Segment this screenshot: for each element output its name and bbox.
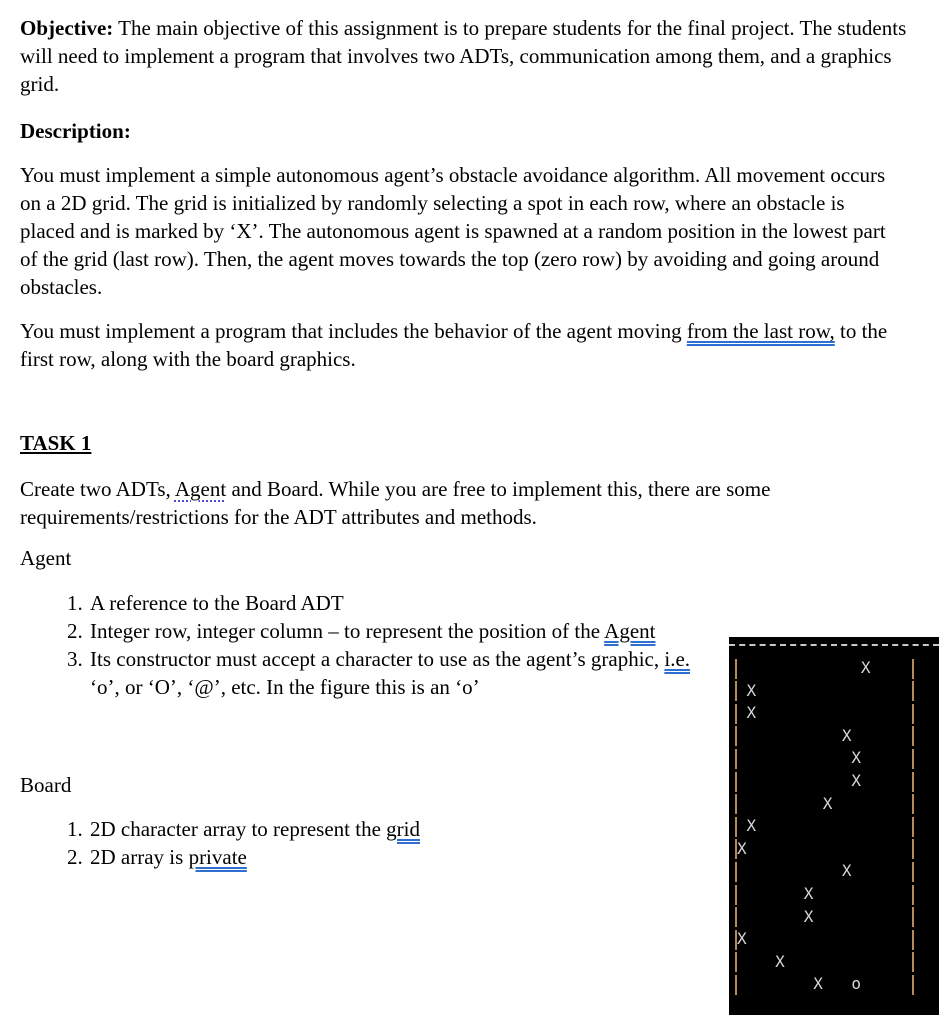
description-paragraph-1 — [20, 161, 900, 301]
grid-row-cells: X — [737, 680, 880, 700]
grid-row — [735, 725, 914, 747]
grid-right-border — [912, 907, 914, 927]
grid-row — [735, 883, 914, 905]
list-item — [88, 815, 620, 843]
grid-row-cells: X — [737, 951, 880, 971]
board-grid-figure — [729, 637, 939, 1015]
grid-row-cells: X — [737, 703, 880, 723]
grid-right-border — [912, 749, 914, 769]
grid-row-cells: X — [737, 884, 880, 903]
grid-row-cells: X — [737, 793, 880, 813]
description-title: Description: — [20, 119, 131, 143]
grid-row — [735, 928, 914, 950]
grid-right-border — [912, 885, 914, 905]
list-item-text: Integer row, integer column – to represent the position of the — [90, 619, 605, 643]
grid-right-border — [912, 862, 914, 882]
list-item — [88, 843, 620, 871]
task1-title: TASK 1 — [20, 431, 92, 455]
grammar-flag-agent[interactable]: Agent — [604, 619, 656, 643]
agent-heading — [20, 544, 71, 572]
list-item-text: 2D character array to represent the — [90, 817, 387, 841]
list-item-text: 2D array is — [90, 845, 189, 869]
grid-row — [735, 906, 914, 928]
grid-top-border — [729, 644, 939, 646]
grid-row — [735, 973, 914, 995]
spell-flag-agent[interactable]: Agent — [174, 477, 227, 501]
para2-text-b: to the first row, along with the board graphics. — [20, 319, 888, 371]
grid-right-border — [912, 794, 914, 814]
grid-row-cells: X — [737, 906, 880, 926]
grammar-flag-ie[interactable]: i.e. — [664, 647, 691, 671]
grid-row-cells: X — [737, 771, 880, 790]
grid-row — [735, 793, 914, 815]
task1-heading — [20, 429, 91, 457]
objective-label: Objective: — [20, 16, 114, 40]
intro-text-a: Create two ADTs, — [20, 477, 175, 501]
board-requirements-list — [20, 815, 620, 871]
grid-row-cells: X — [737, 816, 880, 836]
objective-paragraph — [20, 14, 920, 98]
list-item-text: A reference to the Board ADT — [90, 591, 344, 615]
objective-text: The main objective of this assignment is to prepare students for the final project. The students will need to implement a program that involves two ADTs, communication among them, and a graphics grid. — [20, 16, 907, 96]
grid-row-cells: X — [737, 725, 880, 745]
list-item-text: Its constructor must accept a character to use as the agent’s graphic, — [90, 647, 665, 671]
intro-text-b: and Board. While you are free to implement this, there are some requirements/restrictions for the ADT attributes and methods. — [20, 477, 771, 529]
para2-text-a: You must implement a program that includes the behavior of the agent moving — [20, 319, 687, 343]
grid-row-cells: X — [737, 748, 880, 768]
list-item — [88, 645, 720, 701]
board-heading — [20, 771, 71, 799]
grid-right-border — [912, 952, 914, 972]
grid-row — [735, 838, 914, 860]
grid-row — [735, 702, 914, 724]
grid-right-border — [912, 772, 914, 792]
grammar-flag-private[interactable]: private — [188, 845, 247, 869]
board-title: Board — [20, 773, 72, 797]
grid-row — [735, 951, 914, 973]
grid-right-border — [912, 839, 914, 859]
description-heading — [20, 117, 131, 145]
grid-right-border — [912, 975, 914, 995]
agent-requirements-list — [20, 589, 720, 701]
grid-row-cells: X — [737, 929, 880, 949]
grid-row-cells: X — [737, 861, 880, 881]
grid-right-border — [912, 817, 914, 837]
grid-row — [735, 860, 914, 882]
grid-row-cells: X — [737, 838, 880, 858]
grid-right-border — [912, 681, 914, 701]
description-paragraph-2 — [20, 317, 920, 373]
grid-row — [735, 680, 914, 702]
grid-right-border — [912, 659, 914, 679]
grid-row — [735, 747, 914, 769]
grid-right-border — [912, 930, 914, 950]
grid-right-border — [912, 704, 914, 724]
grid-row — [735, 657, 914, 679]
description-text-1: You must implement a simple autonomous agent’s obstacle avoidance algorithm. All movement occurs on a 2D grid. The grid is initialized by randomly selecting a spot in each row, where an obstacle is placed and is marked by ‘X’. The autonomous agent is spawned at a random position in the lowest part of the grid (last row). Then, the agent moves towards the top (zero row) by avoiding and going around obstacles. — [20, 163, 886, 299]
grid-row-cells: X — [737, 658, 880, 677]
agent-title: Agent — [20, 546, 72, 570]
grammar-flag-grid[interactable]: grid — [386, 817, 420, 841]
task1-intro — [20, 475, 860, 531]
grid-row-cells: X o — [737, 974, 880, 994]
grid-row — [735, 770, 914, 792]
list-item — [88, 589, 720, 617]
grid-right-border — [912, 726, 914, 746]
grammar-flag-from-last-row[interactable]: from the last row, — [686, 319, 835, 343]
grid-row — [735, 815, 914, 837]
list-item-text: ‘o’, or ‘O’, ‘@’, etc. In the figure this is an ‘o’ — [90, 675, 480, 699]
list-item — [88, 617, 720, 645]
